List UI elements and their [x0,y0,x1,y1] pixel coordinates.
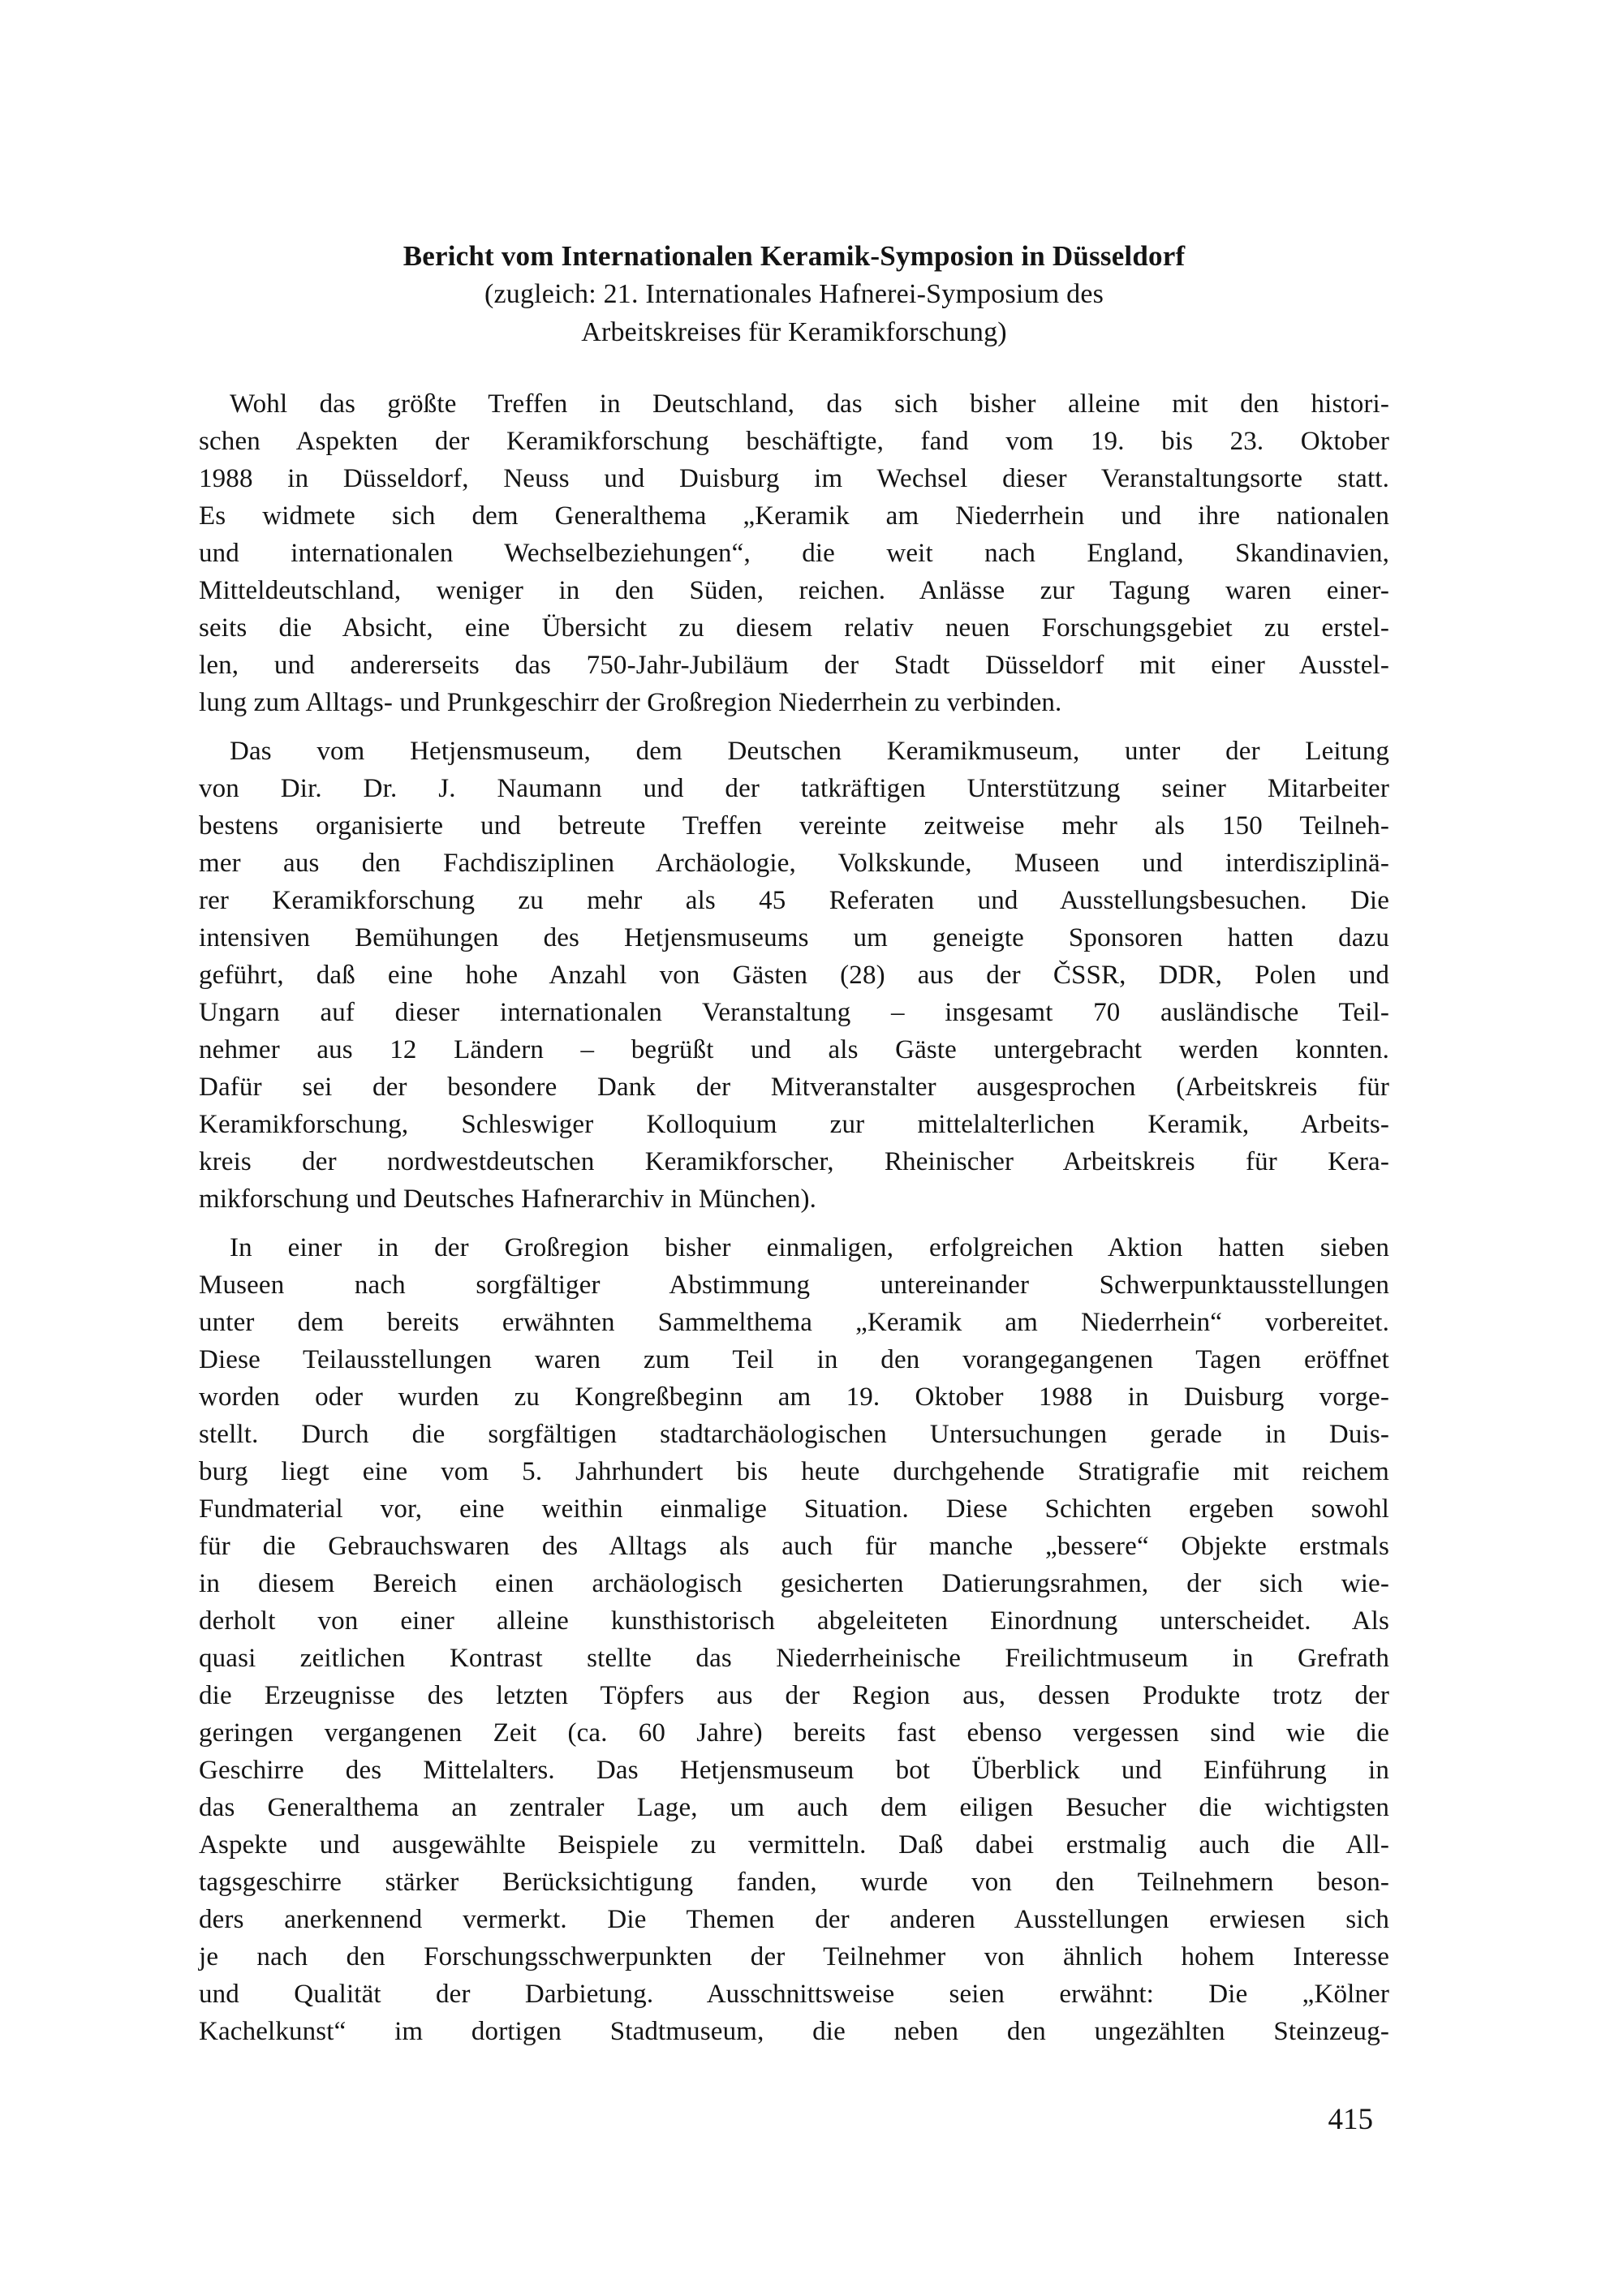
text-line: Dafür sei der besondere Dank der Mitveranstalter ausgesprochen (Arbeitskreis für [199,1073,1389,1102]
text-line: seits die Absicht, eine Übersicht zu diesem relativ neuen Forschungsgebiet zu erstel- [199,613,1389,643]
text-line: Wohl das größte Treffen in Deutschland, das sich bisher alleine mit den histori- [230,389,1389,419]
text-line: bestens organisierte und betreute Treffen vereinte zeitweise mehr als 150 Teilneh- [199,811,1389,841]
text-line: Das vom Hetjensmuseum, dem Deutschen Keramikmuseum, unter der Leitung [230,737,1389,766]
text-line: Es widmete sich dem Generalthema „Keramik am Niederrhein und ihre nationalen [199,501,1389,531]
text-line: in diesem Bereich einen archäologisch gesicherten Datierungsrahmen, der sich wie- [199,1569,1389,1598]
paragraph [199,385,1389,721]
text-line: Geschirre des Mittelalters. Das Hetjensmuseum bot Überblick und Einführung in [199,1756,1389,1785]
article-title: Bericht vom Internationalen Keramik-Symposion in Düsseldorf [403,240,1186,272]
text-line: Aspekte und ausgewählte Beispiele zu vermitteln. Daß dabei erstmalig auch die All- [199,1830,1389,1860]
text-line: schen Aspekten der Keramikforschung beschäftigte, fand vom 19. bis 23. Oktober [199,427,1389,456]
paragraph [199,1229,1389,2050]
text-line: nehmer aus 12 Ländern – begrüßt und als Gäste untergebracht werden konnten. [199,1035,1389,1064]
subtitle-line-2: Arbeitskreises für Keramikforschung) [581,317,1007,347]
text-line: mikforschung und Deutsches Hafnerarchiv in München). [199,1185,817,1214]
text-line: burg liegt eine vom 5. Jahrhundert bis heute durchgehende Stratigrafie mit reichem [199,1457,1389,1486]
text-line: 1988 in Düsseldorf, Neuss und Duisburg im Wechsel dieser Veranstaltungsorte statt. [199,464,1389,493]
text-line: und internationalen Wechselbeziehungen“, die weit nach England, Skandinavien, [199,539,1389,568]
text-line: Mitteldeutschland, weniger in den Süden, reichen. Anlässe zur Tagung waren einer- [199,576,1389,605]
text-line: Keramikforschung, Schleswiger Kolloquium zur mittelalterlichen Keramik, Arbeits- [199,1110,1389,1139]
text-line: Kachelkunst“ im dortigen Stadtmuseum, die neben den ungezählten Steinzeug- [199,2017,1389,2046]
text-line: derholt von einer alleine kunsthistorisch abgeleiteten Einordnung unterscheidet. Als [199,1606,1389,1636]
text-line: von Dir. Dr. J. Naumann und der tatkräftigen Unterstützung seiner Mitarbeiter [199,774,1389,803]
text-line: das Generalthema an zentraler Lage, um auch dem eiligen Besucher die wichtigsten [199,1793,1389,1822]
text-line: tagsgeschirre stärker Berücksichtigung fanden, wurde von den Teilnehmern beson- [199,1868,1389,1897]
text-line: Diese Teilausstellungen waren zum Teil in den vorangegangenen Tagen eröffnet [199,1345,1389,1374]
text-line: In einer in der Großregion bisher einmaligen, erfolgreichen Aktion hatten sieben [230,1233,1389,1262]
text-line: unter dem bereits erwähnten Sammelthema „Keramik am Niederrhein“ vorbereitet. [199,1308,1389,1337]
text-line: Ungarn auf dieser internationalen Veranstaltung – insgesamt 70 ausländische Teil- [199,998,1389,1027]
article-subtitle [199,275,1389,351]
text-line: Fundmaterial vor, eine weithin einmalige Situation. Diese Schichten ergeben sowohl [199,1494,1389,1524]
text-line: stellt. Durch die sorgfältigen stadtarchäologischen Untersuchungen gerade in Duis- [199,1420,1389,1449]
text-line: quasi zeitlichen Kontrast stellte das Niederrheinische Freilichtmuseum in Grefrath [199,1644,1389,1673]
text-line: worden oder wurden zu Kongreßbeginn am 19. Oktober 1988 in Duisburg vorge- [199,1382,1389,1412]
text-line: je nach den Forschungsschwerpunkten der Teilnehmer von ähnlich hohem Interesse [199,1942,1389,1971]
page-number: 415 [1328,2103,1373,2136]
subtitle-line-1: (zugleich: 21. Internationales Hafnerei-Symposium des [484,279,1104,309]
text-block [199,238,1389,2050]
text-line: die Erzeugnisse des letzten Töpfers aus der Region aus, dessen Produkte trotz der [199,1681,1389,1710]
text-line: kreis der nordwestdeutschen Keramikforscher, Rheinischer Arbeitskreis für Kera- [199,1147,1389,1176]
text-line: ders anerkennend vermerkt. Die Themen der anderen Ausstellungen erwiesen sich [199,1905,1389,1934]
text-line: lung zum Alltags- und Prunkgeschirr der Großregion Niederrhein zu verbinden. [199,688,1062,717]
text-line: mer aus den Fachdisziplinen Archäologie, Volkskunde, Museen und interdisziplinä- [199,849,1389,878]
text-line: rer Keramikforschung zu mehr als 45 Referaten und Ausstellungsbesuchen. Die [199,886,1389,915]
text-line: Museen nach sorgfältiger Abstimmung untereinander Schwerpunktausstellungen [199,1271,1389,1300]
text-line: geführt, daß eine hohe Anzahl von Gästen (28) aus der ČSSR, DDR, Polen und [199,961,1389,990]
text-line: und Qualität der Darbietung. Ausschnittsweise seien erwähnt: Die „Kölner [199,1980,1389,2009]
text-line: für die Gebrauchswaren des Alltags als auch für manche „bessere“ Objekte erstmals [199,1532,1389,1561]
paragraph [199,733,1389,1218]
article-body [199,385,1389,2050]
text-line: intensiven Bemühungen des Hetjensmuseums um geneigte Sponsoren hatten dazu [199,923,1389,952]
text-line: len, und andererseits das 750-Jahr-Jubiläum der Stadt Düsseldorf mit einer Ausstel- [199,651,1389,680]
text-line: geringen vergangenen Zeit (ca. 60 Jahre) bereits fast ebenso vergessen sind wie die [199,1718,1389,1748]
